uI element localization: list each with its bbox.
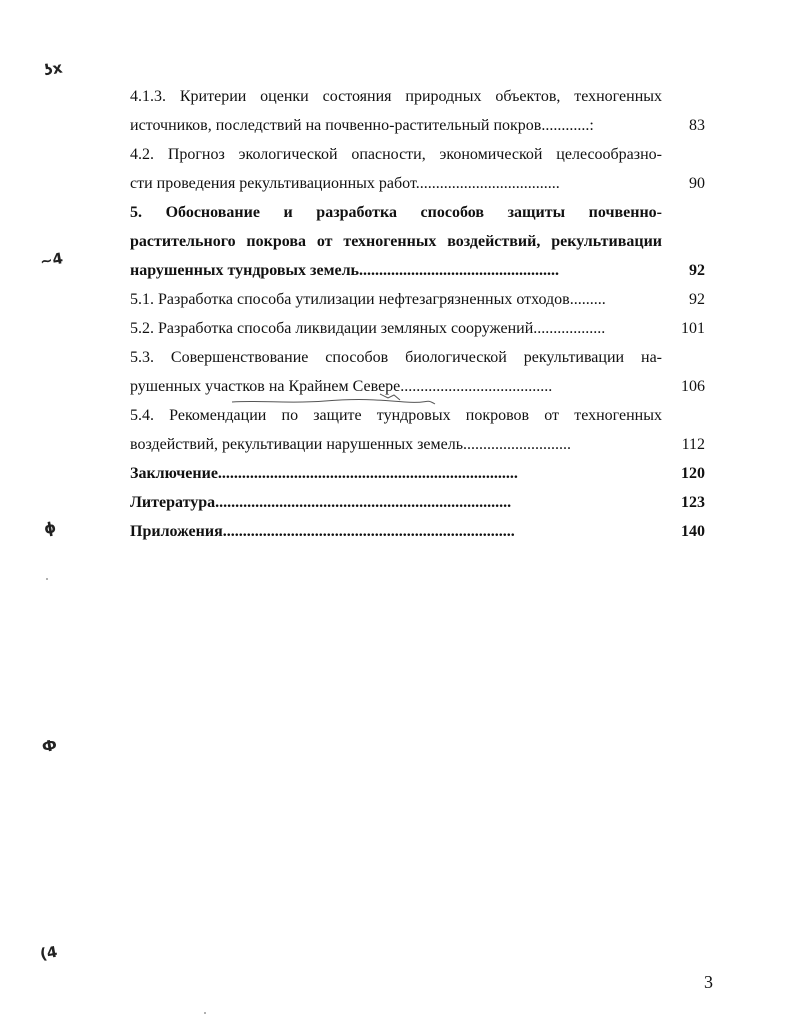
scan-speck <box>204 1012 206 1014</box>
margin-mark-icon: Ф <box>40 735 59 757</box>
toc-line <box>130 169 705 198</box>
toc-page-number: 101 <box>681 320 705 337</box>
toc-page-number: 106 <box>681 378 705 395</box>
toc-page-number: 120 <box>681 465 705 482</box>
toc-line-text: растительного покрова от техногенных воздействий, рекультивации <box>130 233 662 250</box>
toc-page-number: 112 <box>681 436 705 453</box>
toc-line <box>130 111 705 140</box>
toc-line-text: Заключение........................................................................... <box>130 465 518 482</box>
toc-line <box>130 256 705 285</box>
toc-line-text: 5.3. Совершенствование способов биологической рекультивации на- <box>130 349 662 366</box>
toc-line <box>130 430 705 459</box>
scan-speck <box>46 578 48 580</box>
toc-line-text: 5.1. Разработка способа утилизации нефтезагрязненных отходов......... <box>130 291 606 308</box>
pen-scribble-icon <box>230 388 440 410</box>
toc-line-text: 5.2. Разработка способа ликвидации земляных сооружений.................. <box>130 320 606 337</box>
toc-page-number: 123 <box>681 494 705 511</box>
toc-page-number: 92 <box>689 262 705 279</box>
toc-line-text: Приложения......................................................................... <box>130 523 515 540</box>
toc-line-text: воздействий, рекультивации нарушенных земель........................... <box>130 436 572 453</box>
margin-mark-icon: ~4 <box>38 249 65 271</box>
toc-line <box>130 82 705 111</box>
toc-line-text: 4.1.3. Критерии оценки состояния природных объектов, техногенных <box>130 88 662 105</box>
toc-line-text: 5.4. Рекомендации по защите тундровых покровов от техногенных <box>130 407 662 424</box>
toc-line-text: нарушенных тундровых земель.................................................. <box>130 262 560 279</box>
toc-line <box>130 198 705 227</box>
toc-line <box>130 343 705 372</box>
toc-line-text: 5. Обоснование и разработка способов защиты почвенно- <box>130 204 662 221</box>
toc-line-text: сти проведения рекультивационных работ.................................... <box>130 175 560 192</box>
toc-line-text: рушенных участков на Крайнем Севере...................................... <box>130 378 553 395</box>
margin-mark-icon: ʖx <box>42 58 64 80</box>
toc-line <box>130 314 705 343</box>
toc-line <box>130 285 705 314</box>
toc-page-number: 90 <box>689 175 705 192</box>
toc-line <box>130 517 705 546</box>
toc-page-number: 92 <box>689 291 705 308</box>
margin-mark-icon: ɸ <box>42 518 58 538</box>
toc-line-text: Литература.......................................................................... <box>130 494 512 511</box>
toc-page-number: 83 <box>689 117 705 134</box>
toc-line-text: источников, последствий на почвенно-растительный покров............: <box>130 117 594 134</box>
toc-line <box>130 459 705 488</box>
page-number: 3 <box>704 972 713 992</box>
toc-line <box>130 227 705 256</box>
margin-mark-icon: (4 <box>38 942 59 964</box>
toc-line <box>130 488 705 517</box>
table-of-contents <box>130 82 705 546</box>
toc-line-text: 4.2. Прогноз экологической опасности, экономической целесообразно- <box>130 146 662 163</box>
toc-page-number: 140 <box>681 523 705 540</box>
toc-line <box>130 140 705 169</box>
